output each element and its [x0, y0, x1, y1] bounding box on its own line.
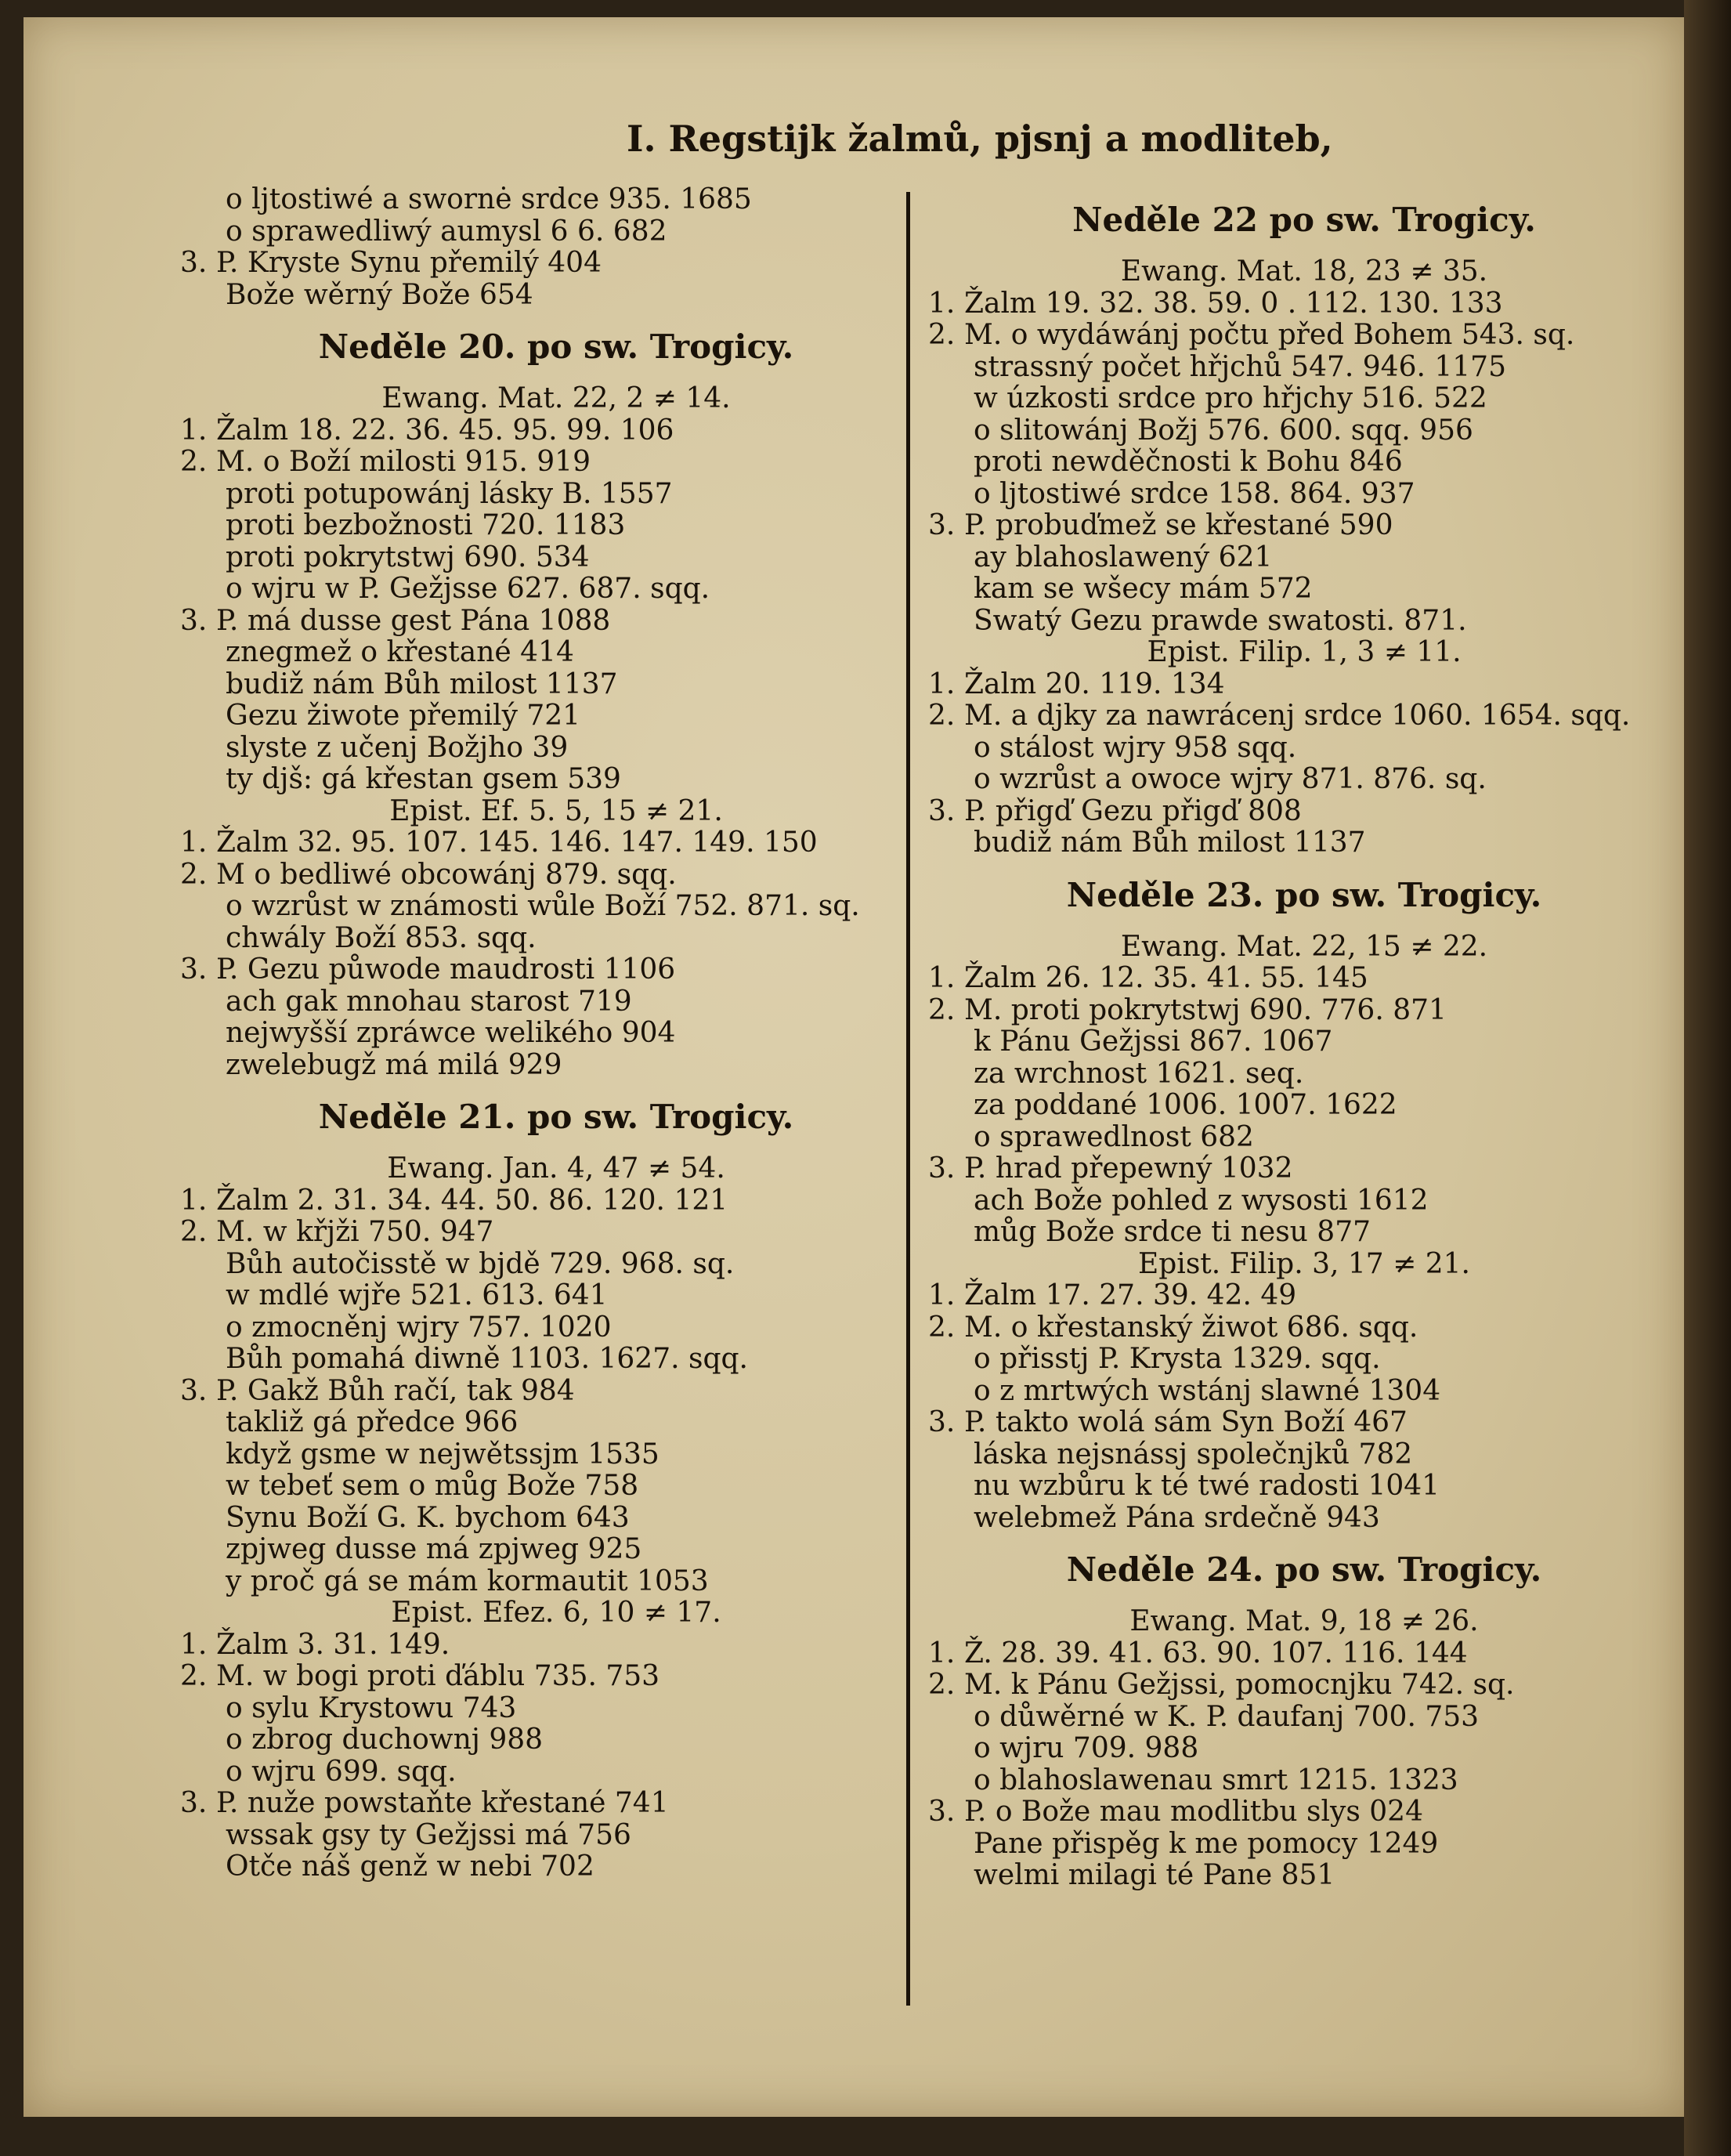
entry-text: ay blahoslawený 621 [974, 541, 1273, 573]
entry-number: 2. [928, 1669, 956, 1701]
entry-text: o ljtostiwé srdce 158. 864. 937 [974, 477, 1415, 510]
index-entry [180, 1050, 885, 1082]
index-entry [928, 733, 1633, 765]
index-entry [180, 1503, 885, 1535]
index-entry [928, 1638, 1633, 1670]
index-entry [928, 542, 1633, 574]
index-entry [928, 1090, 1633, 1122]
entry-text: P. takto wolá sám Syn Boží 467 [964, 1406, 1408, 1438]
index-entry [928, 447, 1633, 479]
right-column [928, 184, 1633, 1892]
reading-reference: Ewang. Mat. 9, 18 ≠ 26. [1129, 1605, 1479, 1637]
index-entry [180, 1851, 885, 1883]
entry-text: o sprawedlnost 682 [974, 1120, 1254, 1153]
entry-text: M o bedliwé obcowánj 879. sqq. [216, 858, 677, 891]
index-entry [180, 1439, 885, 1471]
index-entry [180, 733, 885, 765]
entry-number: 3. [928, 1152, 956, 1185]
entry-text: o wjru w P. Gežjsse 627. 687. sqq. [226, 573, 710, 605]
entry-text: Žalm 17. 27. 39. 42. 49 [964, 1279, 1297, 1311]
entry-number: 3. [180, 604, 208, 637]
entry-number: 2. [928, 1311, 956, 1344]
entry-text: M. k Pánu Gežjssi, pomocnjku 742. sq. [964, 1669, 1515, 1701]
entry-number: 3. [180, 953, 208, 986]
entry-number: 1. [928, 1637, 956, 1669]
entry-text: y proč gá se mám kormautit 1053 [226, 1565, 709, 1597]
index-entry [928, 764, 1633, 796]
entry-text: zwelebugž má milá 929 [226, 1048, 562, 1081]
entry-number: 1. [180, 827, 208, 859]
entry-number: 2. [180, 1216, 208, 1248]
entry-text: o zbrog duchownj 988 [226, 1724, 544, 1756]
entry-text: za wrchnost 1621. seq. [974, 1057, 1304, 1090]
entry-number: 3. [928, 509, 956, 541]
entry-text: Bůh pomahá diwně 1103. 1627. sqq. [226, 1343, 749, 1375]
entry-text: P. Gezu půwode maudrosti 1106 [216, 953, 676, 986]
entry-number: 1. [928, 667, 956, 700]
entry-text: zpjweg dusse má zpjweg 925 [226, 1533, 642, 1565]
entry-text: slyste z učenj Božjho 39 [226, 731, 569, 764]
entry-text: P. hrad přepewný 1032 [964, 1152, 1293, 1185]
entry-number: 3. [180, 1787, 208, 1819]
index-entry [180, 1630, 885, 1662]
reading-reference: Ewang. Mat. 22, 2 ≠ 14. [381, 382, 731, 414]
index-entry [180, 573, 885, 606]
index-entry [928, 1439, 1633, 1471]
entry-text: o z mrtwých wstánj slawné 1304 [974, 1374, 1441, 1407]
entry-text: Synu Boží G. K. bychom 643 [226, 1501, 630, 1534]
entry-text: o blahoslawenau smrt 1215. 1323 [974, 1764, 1458, 1796]
reading-reference: Ewang. Jan. 4, 47 ≠ 54. [387, 1152, 725, 1185]
entry-text: kam se wšecy mám 572 [974, 573, 1313, 605]
entry-text: o wzrůst w známosti wůle Boží 752. 871. sq. [226, 890, 860, 922]
entry-text: o wjru 709. 988 [974, 1732, 1199, 1764]
entry-text: M. w bogi proti ďáblu 735. 753 [216, 1660, 660, 1692]
entry-text: M. a djky za nawrácenj srdce 1060. 1654. sqq. [964, 700, 1631, 732]
index-entry [928, 1122, 1633, 1154]
reading-reference: Ewang. Mat. 18, 23 ≠ 35. [1120, 255, 1488, 288]
index-entry [928, 1796, 1633, 1829]
entry-text: o slitowánj Božj 576. 600. sqq. 956 [974, 414, 1473, 447]
index-entry [180, 891, 885, 923]
index-entry [180, 1249, 885, 1281]
entry-text: budiž nám Bůh milost 1137 [226, 667, 618, 700]
entry-number: 2. [928, 319, 956, 351]
entry-text: M. o Boží milosti 915. 919 [216, 446, 591, 478]
entry-text: ach gak mnohau starost 719 [226, 985, 632, 1018]
index-entry [928, 415, 1633, 447]
index-entry [180, 1217, 885, 1249]
index-entry [180, 986, 885, 1018]
entry-number: 2. [928, 700, 956, 732]
entry-text: za poddané 1006. 1007. 1622 [974, 1089, 1397, 1121]
index-entry [928, 1733, 1633, 1765]
index-entry [928, 1376, 1633, 1408]
index-entry [180, 1534, 885, 1566]
entry-text: Žalm 2. 31. 34. 44. 50. 86. 120. 121 [216, 1184, 728, 1217]
index-entry [180, 479, 885, 511]
index-entry [928, 352, 1633, 384]
entry-text: P. probuďmež se křestané 590 [964, 509, 1393, 541]
index-entry [180, 1788, 885, 1820]
entry-number: 3. [180, 1374, 208, 1407]
entry-number: 2. [928, 993, 956, 1026]
index-entry [928, 1407, 1633, 1439]
index-entry [928, 288, 1633, 320]
entry-text: Žalm 20. 119. 134 [964, 667, 1225, 700]
index-entry [180, 510, 885, 542]
reading-reference: Ewang. Mat. 22, 15 ≠ 22. [1120, 930, 1488, 963]
entry-number: 1. [928, 1279, 956, 1311]
index-entry [180, 1280, 885, 1312]
reading-reference: Epist. Filip. 1, 3 ≠ 11. [1147, 636, 1462, 668]
index-entry [928, 995, 1633, 1027]
book-edge [1684, 0, 1731, 2156]
index-entry [928, 963, 1633, 995]
entry-text: M. proti pokrytstwj 690. 776. 871 [964, 993, 1447, 1026]
entry-text: o důwěrné w K. P. daufanj 700. 753 [974, 1700, 1480, 1733]
entry-text: Žalm 32. 95. 107. 145. 146. 147. 149. 150 [216, 827, 818, 859]
index-entry [180, 637, 885, 669]
index-entry [928, 1702, 1633, 1734]
index-entry [180, 1693, 885, 1725]
entry-text: o stálost wjry 958 sqq. [974, 731, 1297, 764]
section-title: Neděle 21. po sw. Trogicy. [318, 1098, 794, 1136]
entry-number: 1. [180, 1628, 208, 1661]
entry-text: proti newděčnosti k Bohu 846 [974, 446, 1403, 478]
entry-text: P. Gakž Bůh račí, tak 984 [216, 1374, 575, 1407]
entry-text: strassný počet hřjchů 547. 946. 1175 [974, 350, 1506, 383]
index-entry [180, 859, 885, 892]
index-entry [928, 796, 1633, 828]
index-entry [928, 606, 1633, 638]
entry-text: Gezu žiwote přemilý 721 [226, 700, 581, 732]
section-title: Neděle 20. po sw. Trogicy. [318, 327, 794, 366]
index-entry [180, 923, 885, 955]
index-entry [928, 383, 1633, 415]
entry-text: Otče náš genž w nebi 702 [226, 1850, 594, 1883]
index-entry [180, 1566, 885, 1598]
entry-text: budiž nám Bůh milost 1137 [974, 827, 1366, 859]
entry-text: M. o křestanský žiwot 686. sqq. [964, 1311, 1418, 1344]
entry-text: P. Kryste Synu přemilý 404 [216, 247, 602, 279]
entry-text: Ž. 28. 39. 41. 63. 90. 107. 116. 144 [964, 1637, 1468, 1669]
index-entry [180, 1724, 885, 1756]
entry-number: 2. [180, 858, 208, 891]
index-entry [928, 1765, 1633, 1797]
index-entry [180, 606, 885, 638]
section-title: Neděle 23. po sw. Trogicy. [1066, 875, 1542, 914]
index-entry [928, 573, 1633, 606]
index-entry [928, 320, 1633, 352]
entry-number: 3. [928, 794, 956, 827]
index-entry [928, 479, 1633, 511]
index-entry [928, 1503, 1633, 1535]
index-entry [180, 1376, 885, 1408]
index-entry [180, 415, 885, 447]
reading-reference: Epist. Ef. 5. 5, 15 ≠ 21. [389, 794, 723, 827]
entry-text: P. má dusse gest Pána 1088 [216, 604, 611, 637]
entry-text: když gsme w nejwětssjm 1535 [226, 1438, 660, 1470]
index-entry [928, 669, 1633, 701]
entry-text: w úzkosti srdce pro hřjchy 516. 522 [974, 382, 1487, 414]
index-entry [928, 1470, 1633, 1503]
entry-text: w mdlé wjře 521. 613. 641 [226, 1279, 608, 1311]
entry-text: o zmocněnj wjry 757. 1020 [226, 1311, 612, 1344]
index-entry [180, 1312, 885, 1344]
index-entry [180, 1407, 885, 1439]
entry-text: M. w křjži 750. 947 [216, 1216, 494, 1248]
entry-number: 1. [928, 962, 956, 994]
index-entry [180, 248, 885, 280]
entry-text: takliž gá předce 966 [226, 1406, 519, 1438]
entry-text: proti bezbožnosti 720. 1183 [226, 509, 626, 541]
entry-text: welmi milagi té Pane 851 [974, 1859, 1335, 1891]
entry-text: k Pánu Gežjssi 867. 1067 [974, 1026, 1333, 1058]
entry-text: láska nejsnássj společnjků 782 [974, 1438, 1413, 1470]
entry-text: Žalm 26. 12. 35. 41. 55. 145 [964, 962, 1368, 994]
index-entry [928, 1280, 1633, 1312]
index-entry [180, 216, 885, 248]
index-entry [928, 1217, 1633, 1249]
entry-text: nu wzbůru k té twé radosti 1041 [974, 1470, 1440, 1502]
entry-text: ty djš: gá křestan gsem 539 [226, 763, 621, 795]
entry-text: Swatý Gezu prawde swatosti. 871. [974, 604, 1467, 637]
entry-text: o wjru 699. sqq. [226, 1755, 457, 1788]
entry-text: wssak gsy ty Gežjssi má 756 [226, 1818, 631, 1851]
entry-text: w tebeť sem o můg Bože 758 [226, 1470, 639, 1502]
entry-text: P. přigď Gezu přigď 808 [964, 794, 1302, 827]
entry-text: Žalm 19. 32. 38. 59. 0 . 112. 130. 133 [964, 287, 1503, 320]
entry-text: P. o Bože mau modlitbu slys 024 [964, 1796, 1423, 1828]
index-entry [180, 1185, 885, 1217]
entry-text: ach Bože pohled z wysosti 1612 [974, 1184, 1429, 1217]
index-entry [928, 1312, 1633, 1344]
index-entry [928, 1860, 1633, 1892]
index-entry [928, 1669, 1633, 1702]
index-entry [180, 764, 885, 796]
entry-text: můg Bože srdce ti nesu 877 [974, 1216, 1371, 1248]
index-entry [180, 447, 885, 479]
entry-number: 2. [180, 446, 208, 478]
entry-text: welebmež Pána srdečně 943 [974, 1501, 1380, 1534]
section-title: Neděle 24. po sw. Trogicy. [1066, 1550, 1542, 1589]
entry-number: 3. [180, 247, 208, 279]
index-entry [180, 700, 885, 733]
entry-text: znegmež o křestané 414 [226, 636, 574, 668]
index-entry [180, 827, 885, 859]
entry-text: Pane přispěg k me pomocy 1249 [974, 1827, 1439, 1860]
index-entry [928, 700, 1633, 733]
entry-text: proti pokrytstwj 690. 534 [226, 541, 590, 573]
entry-number: 1. [928, 287, 956, 320]
index-entry [928, 827, 1633, 859]
index-entry [928, 1344, 1633, 1376]
section-title: Neděle 22 po sw. Trogicy. [1072, 201, 1536, 239]
entry-text: o sylu Krystowu 743 [226, 1691, 517, 1724]
entry-text: o ljtostiwé a swornė srdce 935. 1685 [226, 183, 752, 215]
entry-text: M. o wydáwánj počtu před Bohem 543. sq. [964, 319, 1575, 351]
page-header: I. Regstijk žalmů, pjsnj a modliteb, [627, 118, 1333, 160]
reading-reference: Epist. Filip. 3, 17 ≠ 21. [1137, 1247, 1471, 1280]
index-entry [180, 1661, 885, 1693]
index-entry [928, 1058, 1633, 1091]
index-entry [180, 280, 885, 312]
entry-text: nejwyšší zpráwce welikého 904 [226, 1017, 676, 1049]
index-entry [180, 1756, 885, 1789]
index-entry [180, 1470, 885, 1503]
reading-reference: Epist. Efez. 6, 10 ≠ 17. [391, 1597, 721, 1629]
entry-text: o sprawedliwý aumysl 6 6. 682 [226, 215, 667, 248]
index-entry [180, 1344, 885, 1376]
entry-text: Žalm 18. 22. 36. 45. 95. 99. 106 [216, 414, 674, 447]
entry-number: 2. [180, 1660, 208, 1692]
entry-text: P. nuže powstaňte křestané 741 [216, 1787, 669, 1819]
index-entry [180, 542, 885, 574]
entry-number: 3. [928, 1796, 956, 1828]
index-entry [928, 1153, 1633, 1185]
index-entry [180, 1820, 885, 1852]
entry-text: Žalm 3. 31. 149. [216, 1628, 450, 1661]
index-entry [928, 1829, 1633, 1861]
index-entry [928, 510, 1633, 542]
entry-number: 3. [928, 1406, 956, 1438]
index-entry [180, 184, 885, 216]
entry-number: 1. [180, 1184, 208, 1217]
entry-text: Bůh autočisstě w bjdě 729. 968. sq. [226, 1247, 735, 1280]
index-entry [180, 669, 885, 701]
entry-text: o přisstj P. Krysta 1329. sqq. [974, 1343, 1381, 1375]
entry-text: Bože wěrný Bože 654 [226, 278, 533, 311]
entry-text: o wzrůst a owoce wjry 871. 876. sq. [974, 763, 1487, 795]
index-entry [928, 1185, 1633, 1217]
entry-number: 1. [180, 414, 208, 447]
index-entry [180, 1018, 885, 1050]
left-column [180, 184, 885, 1883]
index-entry [180, 954, 885, 986]
column-divider [906, 192, 910, 2006]
entry-text: chwály Boží 853. sqq. [226, 921, 537, 954]
entry-text: proti potupowánj lásky B. 1557 [226, 477, 673, 510]
index-entry [928, 1026, 1633, 1058]
